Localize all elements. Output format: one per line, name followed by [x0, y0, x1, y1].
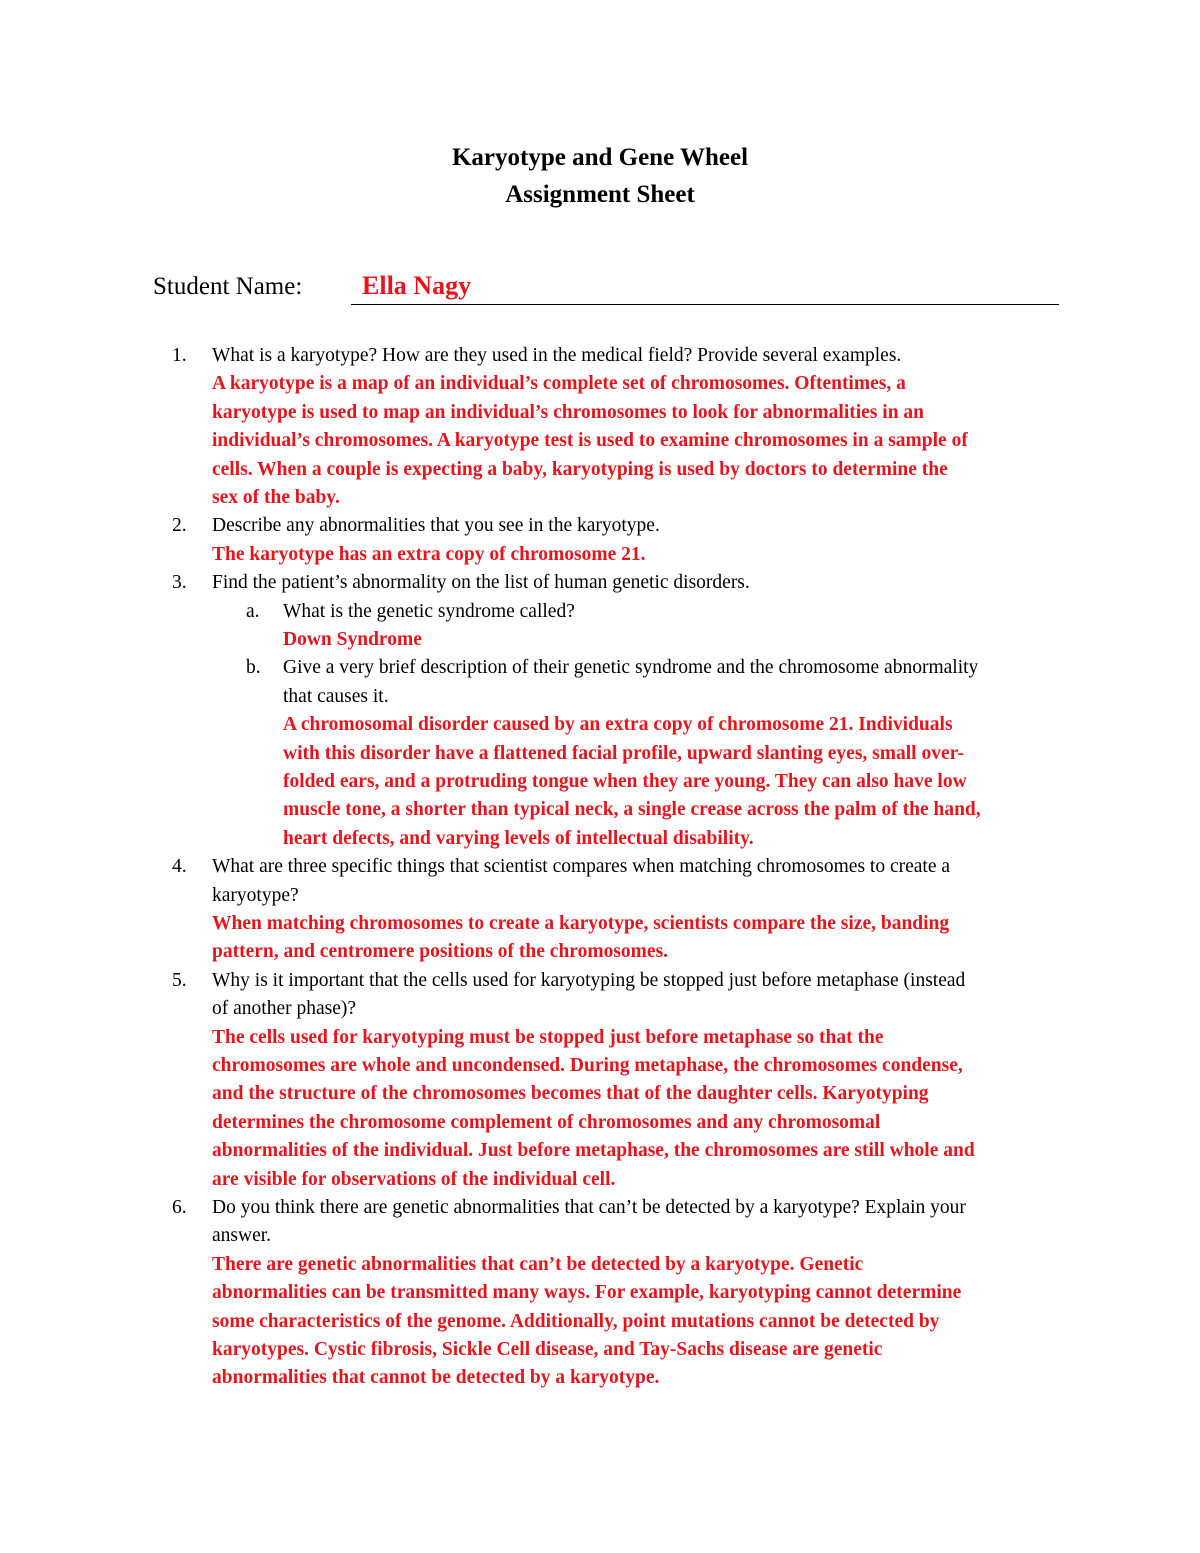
answer-4-line-1: When matching chromosomes to create a karyotype, scientists compare the size, banding [212, 913, 950, 934]
answer-1-line-1: A karyotype is a map of an individual’s complete set of chromosomes. Oftentimes, a [212, 373, 906, 395]
answer-3b-line-1: A chromosomal disorder caused by an extra copy of chromosome 21. Individuals [283, 714, 953, 736]
answer-4-line-2: pattern, and centromere positions of the chromosomes. [212, 941, 669, 963]
answer-5-line-1: The cells used for karyotyping must be stopped just before metaphase so that the [212, 1026, 884, 1048]
question-3b-letter: b. [246, 657, 261, 679]
answer-1-line-5: sex of the baby. [212, 487, 340, 508]
question-6-number: 6. [172, 1197, 187, 1218]
document-subtitle: Assignment Sheet [505, 181, 695, 208]
question-3b-text-line-1: Give a very brief description of their genetic syndrome and the chromosome abnormality [283, 657, 979, 679]
question-3a-text: What is the genetic syndrome called? [283, 600, 575, 622]
student-name-value: Ella Nagy [362, 271, 472, 300]
question-4-number: 4. [172, 856, 187, 878]
answer-6-line-1: There are genetic abnormalities that can’t be detected by a karyotype. Genetic [212, 1253, 864, 1275]
answer-3b-line-2: with this disorder have a flattened facial profile, upward slanting eyes, small over- [283, 742, 965, 764]
question-2-number: 2. [172, 515, 187, 537]
student-name-underline [351, 304, 1059, 305]
answer-6-line-5: abnormalities that cannot be detected by a karyotype. [212, 1367, 660, 1389]
question-5-text-line-2: of another phase)? [212, 998, 357, 1020]
answer-5-line-3: and the structure of the chromosomes becomes that of the daughter cells. Karyotyping [212, 1083, 929, 1105]
answer-3b-line-5: heart defects, and varying levels of intellectual disability. [283, 827, 754, 849]
answer-6-line-3: some characteristics of the genome. Additionally, point mutations cannot be detected by [212, 1310, 940, 1332]
question-6-text-line-2: answer. [212, 1225, 272, 1247]
answer-1-line-4: cells. When a couple is expecting a baby, karyotyping is used by doctors to determine the [212, 458, 948, 480]
question-4-text-line-2: karyotype? [212, 884, 299, 906]
answer-6-line-4: karyotypes. Cystic fibrosis, Sickle Cell disease, and Tay-Sachs disease are genetic [212, 1339, 883, 1360]
answer-3b-line-4: muscle tone, a shorter than typical neck, a single crease across the palm of the hand, [283, 799, 981, 821]
answer-3b-line-3: folded ears, and a protruding tongue when they are young. They can also have low [283, 771, 967, 792]
question-3-text: Find the patient’s abnormality on the list of human genetic disorders. [212, 572, 750, 594]
student-name-label: Student Name: [153, 273, 303, 300]
answer-3a-line-1: Down Syndrome [283, 629, 422, 650]
question-5-text-line-1: Why is it important that the cells used for karyotyping be stopped just before metaphase (instead [212, 969, 966, 991]
question-6-text-line-1: Do you think there are genetic abnormalities that can’t be detected by a karyotype? Explain your [212, 1197, 966, 1218]
question-1-number: 1. [172, 345, 187, 366]
question-5-number: 5. [172, 969, 187, 991]
question-1-text: What is a karyotype? How are they used in the medical field? Provide several examples. [212, 345, 902, 366]
answer-5-line-5: abnormalities of the individual. Just before metaphase, the chromosomes are still whole and [212, 1140, 975, 1162]
question-3b-text-line-2: that causes it. [283, 685, 389, 707]
question-4-text-line-1: What are three specific things that scientist compares when matching chromosomes to create a [212, 856, 951, 878]
question-3-number: 3. [172, 572, 187, 594]
answer-6-line-2: abnormalities can be transmitted many ways. For example, karyotyping cannot determine [212, 1282, 962, 1304]
document-title: Karyotype and Gene Wheel [451, 144, 749, 171]
answer-1-line-2: karyotype is used to map an individual’s chromosomes to look for abnormalities in an [212, 401, 925, 423]
answer-5-line-4: determines the chromosome complement of chromosomes and any chromosomal [212, 1111, 881, 1133]
question-2-text: Describe any abnormalities that you see in the karyotype. [212, 515, 660, 537]
answer-5-line-2: chromosomes are whole and uncondensed. During metaphase, the chromosomes condense, [212, 1055, 963, 1076]
answer-2-line-1: The karyotype has an extra copy of chromosome 21. [212, 543, 646, 565]
answer-1-line-3: individual’s chromosomes. A karyotype test is used to examine chromosomes in a sample of [212, 430, 968, 452]
answer-5-line-6: are visible for observations of the individual cell. [212, 1168, 616, 1190]
question-3a-letter: a. [246, 600, 260, 622]
